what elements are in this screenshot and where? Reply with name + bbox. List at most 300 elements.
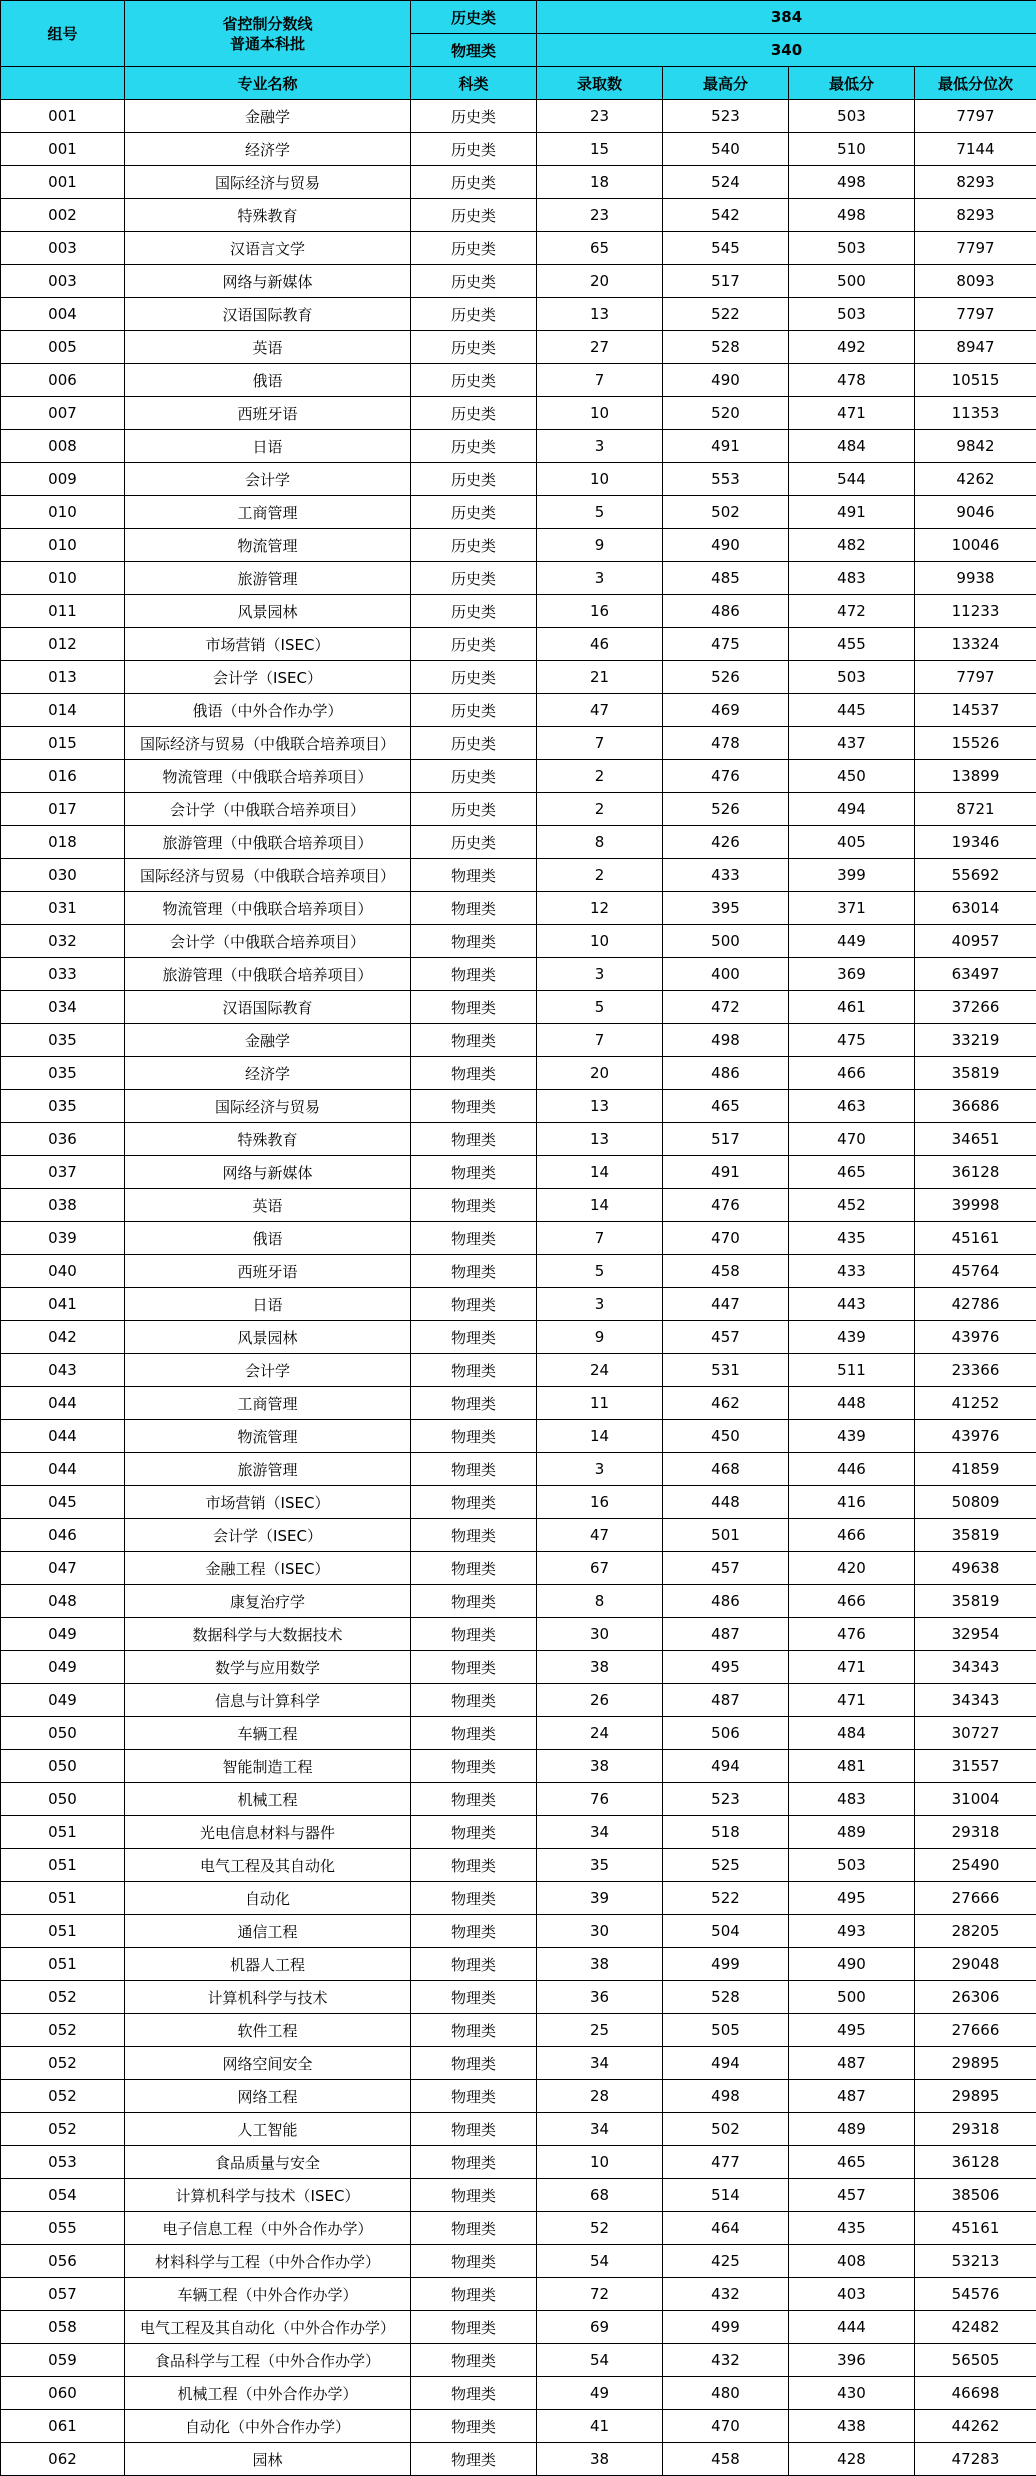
category-cell: 历史类 [411,364,537,397]
category-cell: 物理类 [411,1816,537,1849]
group-number-cell: 035 [1,1057,125,1090]
highest-score-cell: 499 [663,2311,789,2344]
admitted-count-cell: 34 [537,2113,663,2146]
admitted-count-cell: 12 [537,892,663,925]
lowest-rank-cell: 32954 [915,1618,1036,1651]
admitted-count-cell: 27 [537,331,663,364]
lowest-rank-cell: 34343 [915,1651,1036,1684]
highest-score-cell: 518 [663,1816,789,1849]
highest-score-cell: 400 [663,958,789,991]
highest-score-cell: 525 [663,1849,789,1882]
lowest-rank-cell: 10046 [915,529,1036,562]
major-name-cell: 机械工程（中外合作办学） [125,2377,411,2410]
group-number-cell: 051 [1,1849,125,1882]
lowest-score-cell: 396 [789,2344,915,2377]
major-name-cell: 食品科学与工程（中外合作办学） [125,2344,411,2377]
category-cell: 物理类 [411,1750,537,1783]
highest-score-cell: 476 [663,760,789,793]
lowest-rank-cell: 46698 [915,2377,1036,2410]
lowest-rank-cell: 42482 [915,2311,1036,2344]
major-name-cell: 车辆工程 [125,1717,411,1750]
admitted-count-cell: 7 [537,727,663,760]
lowest-rank-cell: 63497 [915,958,1036,991]
table-row [1,628,1036,661]
lowest-score-cell: 405 [789,826,915,859]
table-row [1,1783,1036,1816]
table-row [1,1255,1036,1288]
lowest-rank-cell: 8947 [915,331,1036,364]
lowest-rank-cell: 45764 [915,1255,1036,1288]
highest-score-cell: 426 [663,826,789,859]
major-name-cell: 信息与计算科学 [125,1684,411,1717]
table-row [1,2179,1036,2212]
major-name-header: 专业名称 [125,67,411,100]
category-cell: 物理类 [411,1651,537,1684]
major-name-cell: 市场营销（ISEC） [125,628,411,661]
table-row [1,2410,1036,2443]
major-name-cell: 汉语言文学 [125,232,411,265]
lowest-score-cell: 449 [789,925,915,958]
table-row [1,595,1036,628]
major-name-cell: 会计学（ISEC） [125,661,411,694]
table-row [1,1453,1036,1486]
admitted-count-cell: 3 [537,562,663,595]
group-number-cell: 013 [1,661,125,694]
highest-score-cell: 447 [663,1288,789,1321]
admitted-count-cell: 20 [537,265,663,298]
control-line-title: 省控制分数线 [222,14,313,33]
highest-score-cell: 486 [663,1585,789,1618]
lowest-score-cell: 511 [789,1354,915,1387]
category-cell: 物理类 [411,1090,537,1123]
admitted-count-cell: 47 [537,694,663,727]
group-number-cell: 037 [1,1156,125,1189]
major-name-cell: 日语 [125,1288,411,1321]
admitted-count-cell: 34 [537,1816,663,1849]
lowest-rank-cell: 35819 [915,1057,1036,1090]
highest-score-cell: 501 [663,1519,789,1552]
lowest-score-cell: 510 [789,133,915,166]
highest-score-cell: 523 [663,100,789,133]
table-row [1,2212,1036,2245]
major-name-cell: 会计学（ISEC） [125,1519,411,1552]
lowest-score-cell: 430 [789,2377,915,2410]
major-name-cell: 金融学 [125,1024,411,1057]
group-number-cell: 033 [1,958,125,991]
major-name-cell: 光电信息材料与器件 [125,1816,411,1849]
major-name-cell: 西班牙语 [125,1255,411,1288]
major-name-cell: 计算机科学与技术（ISEC） [125,2179,411,2212]
table-row [1,100,1036,133]
group-number-cell: 015 [1,727,125,760]
group-number-cell: 039 [1,1222,125,1255]
table-row [1,1816,1036,1849]
highest-score-cell: 495 [663,1651,789,1684]
major-name-cell: 会计学 [125,463,411,496]
lowest-score-cell: 437 [789,727,915,760]
category-cell: 物理类 [411,1981,537,2014]
lowest-score-cell: 476 [789,1618,915,1651]
table-row [1,661,1036,694]
category-cell: 历史类 [411,331,537,364]
category-cell: 物理类 [411,1882,537,1915]
major-name-cell: 数据科学与大数据技术 [125,1618,411,1651]
admitted-count-cell: 38 [537,1750,663,1783]
lowest-rank-cell: 39998 [915,1189,1036,1222]
category-cell: 物理类 [411,1255,537,1288]
table-row [1,1420,1036,1453]
group-number-cell: 054 [1,2179,125,2212]
major-name-cell: 俄语（中外合作办学） [125,694,411,727]
table-row [1,2377,1036,2410]
table-row [1,1618,1036,1651]
group-number-cell: 041 [1,1288,125,1321]
major-name-cell: 数学与应用数学 [125,1651,411,1684]
category-cell: 历史类 [411,793,537,826]
highest-score-cell: 522 [663,1882,789,1915]
group-number-cell: 002 [1,199,125,232]
group-number-cell: 034 [1,991,125,1024]
highest-score-cell: 502 [663,496,789,529]
major-name-cell: 网络工程 [125,2080,411,2113]
admitted-count-cell: 30 [537,1618,663,1651]
lowest-score-cell: 448 [789,1387,915,1420]
category-cell: 物理类 [411,859,537,892]
category-cell: 物理类 [411,1057,537,1090]
highest-score-cell: 480 [663,2377,789,2410]
admitted-count-cell: 21 [537,661,663,694]
group-number-cell: 017 [1,793,125,826]
admitted-count-cell: 3 [537,1288,663,1321]
highest-score-cell: 531 [663,1354,789,1387]
table-row [1,925,1036,958]
admitted-count-cell: 16 [537,1486,663,1519]
lowest-score-cell: 446 [789,1453,915,1486]
admitted-count-cell: 23 [537,100,663,133]
admitted-count-cell: 35 [537,1849,663,1882]
highest-score-cell: 425 [663,2245,789,2278]
lowest-score-cell: 495 [789,1882,915,1915]
table-row [1,496,1036,529]
admitted-count-cell: 10 [537,397,663,430]
lowest-score-cell: 450 [789,760,915,793]
category-cell: 物理类 [411,1618,537,1651]
lowest-rank-cell: 28205 [915,1915,1036,1948]
lowest-rank-cell: 15526 [915,727,1036,760]
major-name-cell: 机械工程 [125,1783,411,1816]
lowest-score-header: 最低分 [789,67,915,100]
lowest-score-cell: 472 [789,595,915,628]
group-number-cell: 049 [1,1618,125,1651]
highest-score-cell: 465 [663,1090,789,1123]
category-cell: 物理类 [411,1189,537,1222]
lowest-score-cell: 487 [789,2080,915,2113]
category-cell: 物理类 [411,1585,537,1618]
highest-score-cell: 477 [663,2146,789,2179]
category-cell: 历史类 [411,298,537,331]
category-cell: 物理类 [411,1123,537,1156]
lowest-score-cell: 466 [789,1057,915,1090]
lowest-score-cell: 493 [789,1915,915,1948]
group-number-cell: 043 [1,1354,125,1387]
category-cell: 历史类 [411,166,537,199]
lowest-rank-cell: 63014 [915,892,1036,925]
admitted-count-cell: 30 [537,1915,663,1948]
major-name-cell: 食品质量与安全 [125,2146,411,2179]
table-row [1,1189,1036,1222]
category-cell: 历史类 [411,430,537,463]
lowest-rank-cell: 44262 [915,2410,1036,2443]
lowest-rank-cell: 36128 [915,2146,1036,2179]
highest-score-cell: 468 [663,1453,789,1486]
category-cell: 历史类 [411,826,537,859]
highest-score-cell: 432 [663,2278,789,2311]
lowest-score-cell: 481 [789,1750,915,1783]
admitted-count-cell: 16 [537,595,663,628]
table-row [1,2443,1036,2476]
major-name-cell: 风景园林 [125,1321,411,1354]
category-cell: 物理类 [411,2014,537,2047]
major-name-cell: 汉语国际教育 [125,991,411,1024]
major-name-cell: 汉语国际教育 [125,298,411,331]
major-name-cell: 园林 [125,2443,411,2476]
lowest-rank-cell: 40957 [915,925,1036,958]
table-row [1,760,1036,793]
highest-score-cell: 523 [663,1783,789,1816]
category-cell: 物理类 [411,1552,537,1585]
category-cell: 物理类 [411,2080,537,2113]
category-cell: 物理类 [411,2344,537,2377]
group-number-cell: 001 [1,166,125,199]
table-row [1,1585,1036,1618]
lowest-score-cell: 452 [789,1189,915,1222]
major-name-cell: 国际经济与贸易（中俄联合培养项目） [125,727,411,760]
history-category-label: 历史类 [411,1,537,34]
category-cell: 历史类 [411,727,537,760]
category-cell: 物理类 [411,1486,537,1519]
major-name-cell: 机器人工程 [125,1948,411,1981]
admitted-count-cell: 2 [537,793,663,826]
major-name-cell: 特殊教育 [125,1123,411,1156]
admitted-count-cell: 39 [537,1882,663,1915]
lowest-score-cell: 445 [789,694,915,727]
lowest-rank-cell: 37266 [915,991,1036,1024]
group-number-cell: 007 [1,397,125,430]
group-number-cell: 005 [1,331,125,364]
category-cell: 历史类 [411,232,537,265]
highest-score-cell: 526 [663,661,789,694]
category-cell: 历史类 [411,661,537,694]
group-number-cell: 040 [1,1255,125,1288]
group-number-cell: 018 [1,826,125,859]
lowest-score-cell: 484 [789,430,915,463]
table-row [1,1651,1036,1684]
lowest-score-cell: 416 [789,1486,915,1519]
group-number-cell: 001 [1,133,125,166]
lowest-rank-cell: 34651 [915,1123,1036,1156]
group-number-cell: 052 [1,2113,125,2146]
category-cell: 历史类 [411,133,537,166]
group-number-cell: 048 [1,1585,125,1618]
admitted-count-cell: 8 [537,1585,663,1618]
group-number-cell: 004 [1,298,125,331]
highest-score-cell: 517 [663,265,789,298]
lowest-rank-header: 最低分位次 [915,67,1036,100]
group-number-cell: 057 [1,2278,125,2311]
category-cell: 物理类 [411,2179,537,2212]
lowest-score-cell: 475 [789,1024,915,1057]
major-name-cell: 会计学 [125,1354,411,1387]
major-name-cell: 物流管理 [125,1420,411,1453]
major-name-cell: 智能制造工程 [125,1750,411,1783]
group-number-cell: 051 [1,1882,125,1915]
lowest-score-cell: 371 [789,892,915,925]
major-name-cell: 网络与新媒体 [125,1156,411,1189]
lowest-rank-cell: 13324 [915,628,1036,661]
admitted-count-cell: 24 [537,1354,663,1387]
major-name-cell: 工商管理 [125,1387,411,1420]
highest-score-cell: 486 [663,1057,789,1090]
major-name-cell: 工商管理 [125,496,411,529]
category-cell: 物理类 [411,1024,537,1057]
lowest-rank-cell: 49638 [915,1552,1036,1585]
lowest-score-cell: 457 [789,2179,915,2212]
highest-score-cell: 464 [663,2212,789,2245]
group-number-cell: 050 [1,1783,125,1816]
lowest-rank-cell: 8093 [915,265,1036,298]
lowest-rank-cell: 27666 [915,1882,1036,1915]
table-row [1,826,1036,859]
admitted-count-cell: 9 [537,529,663,562]
lowest-rank-cell: 31557 [915,1750,1036,1783]
table-row [1,892,1036,925]
highest-score-cell: 395 [663,892,789,925]
group-number-cell: 030 [1,859,125,892]
table-row [1,1684,1036,1717]
lowest-score-cell: 471 [789,1684,915,1717]
lowest-rank-cell: 11233 [915,595,1036,628]
lowest-score-cell: 484 [789,1717,915,1750]
table-row [1,1882,1036,1915]
highest-score-cell: 490 [663,364,789,397]
major-name-cell: 会计学（中俄联合培养项目） [125,925,411,958]
highest-score-cell: 458 [663,1255,789,1288]
category-cell: 物理类 [411,1717,537,1750]
group-number-cell: 053 [1,2146,125,2179]
lowest-score-cell: 491 [789,496,915,529]
lowest-score-cell: 495 [789,2014,915,2047]
admitted-count-cell: 3 [537,958,663,991]
admitted-count-cell: 10 [537,925,663,958]
lowest-score-cell: 471 [789,1651,915,1684]
category-cell: 历史类 [411,529,537,562]
admitted-count-cell: 14 [537,1156,663,1189]
major-name-cell: 俄语 [125,364,411,397]
category-cell: 物理类 [411,1222,537,1255]
admitted-count-cell: 7 [537,1222,663,1255]
group-number-cell: 052 [1,1981,125,2014]
category-cell: 物理类 [411,2212,537,2245]
lowest-rank-cell: 8721 [915,793,1036,826]
table-row [1,1849,1036,1882]
group-number-cell: 049 [1,1684,125,1717]
major-name-cell: 物流管理（中俄联合培养项目） [125,892,411,925]
major-name-cell: 金融学 [125,100,411,133]
group-number-cell: 042 [1,1321,125,1354]
table-row [1,1552,1036,1585]
highest-score-cell: 475 [663,628,789,661]
group-number-cell: 006 [1,364,125,397]
table-row [1,1981,1036,2014]
admitted-count-cell: 20 [537,1057,663,1090]
table-row [1,2080,1036,2113]
admitted-count-cell: 72 [537,2278,663,2311]
category-cell: 物理类 [411,2410,537,2443]
major-name-cell: 旅游管理 [125,1453,411,1486]
table-row [1,2113,1036,2146]
group-number-cell: 014 [1,694,125,727]
lowest-rank-cell: 7144 [915,133,1036,166]
group-number-cell: 055 [1,2212,125,2245]
group-number-cell: 049 [1,1651,125,1684]
admitted-count-cell: 49 [537,2377,663,2410]
group-number-cell: 052 [1,2047,125,2080]
physics-control-score: 340 [537,34,1036,67]
category-cell: 物理类 [411,958,537,991]
highest-score-cell: 498 [663,1024,789,1057]
group-number-cell: 010 [1,496,125,529]
category-cell: 物理类 [411,2146,537,2179]
category-cell: 物理类 [411,1321,537,1354]
highest-score-cell: 542 [663,199,789,232]
category-cell: 物理类 [411,2113,537,2146]
lowest-score-cell: 500 [789,1981,915,2014]
category-cell: 历史类 [411,199,537,232]
category-cell: 历史类 [411,265,537,298]
lowest-score-cell: 420 [789,1552,915,1585]
group-number-cell: 051 [1,1948,125,1981]
table-row [1,265,1036,298]
lowest-rank-cell: 7797 [915,232,1036,265]
highest-score-cell: 470 [663,2410,789,2443]
group-number-cell: 032 [1,925,125,958]
table-row [1,2014,1036,2047]
group-number-spacer [1,67,125,100]
lowest-rank-cell: 36128 [915,1156,1036,1189]
lowest-score-cell: 494 [789,793,915,826]
category-cell: 物理类 [411,2278,537,2311]
control-line-header [125,1,411,67]
table-row [1,694,1036,727]
lowest-score-cell: 455 [789,628,915,661]
table-row [1,1519,1036,1552]
group-number-cell: 012 [1,628,125,661]
major-name-cell: 旅游管理（中俄联合培养项目） [125,958,411,991]
group-number-cell: 036 [1,1123,125,1156]
admitted-count-cell: 54 [537,2245,663,2278]
group-number-cell: 050 [1,1717,125,1750]
highest-score-cell: 514 [663,2179,789,2212]
admitted-count-header: 录取数 [537,67,663,100]
table-row [1,364,1036,397]
lowest-rank-cell: 19346 [915,826,1036,859]
highest-score-cell: 500 [663,925,789,958]
group-number-cell: 031 [1,892,125,925]
table-body [1,100,1036,2476]
category-cell: 物理类 [411,1453,537,1486]
category-cell: 物理类 [411,1354,537,1387]
table-row [1,1915,1036,1948]
